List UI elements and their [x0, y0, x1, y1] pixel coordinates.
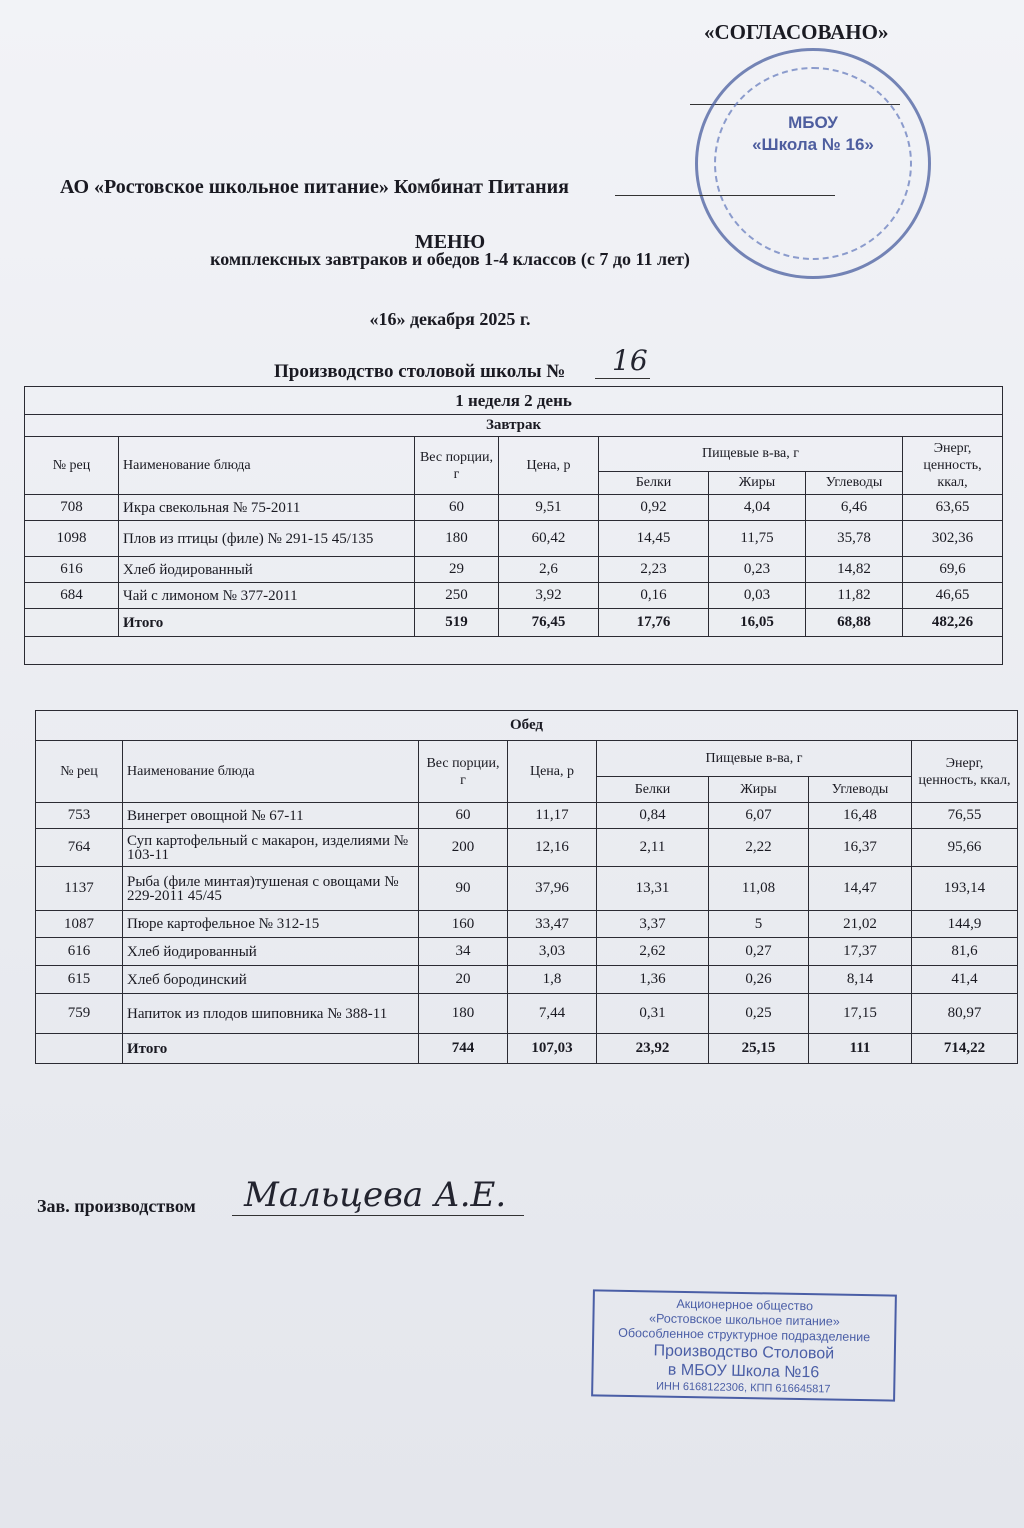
col-energy: Энерг, ценность, ккал, — [903, 437, 1003, 495]
table-row: 684 Чай с лимоном № 377-2011 250 3,92 0,16 0,03 11,82 46,65 — [25, 583, 1003, 609]
col-price: Цена, р — [499, 437, 599, 495]
production-number: 16 — [612, 344, 648, 377]
company-underline — [615, 195, 835, 196]
col-fat: Жиры — [709, 777, 809, 803]
breakfast-title: Завтрак — [25, 415, 1003, 437]
table-row: 616 Хлеб йодированный 34 3,03 2,62 0,27 17,37 81,6 — [36, 938, 1018, 966]
stamp-line: «Ростовское школьное питание» — [648, 1311, 840, 1329]
col-energy: Энерг, ценность, ккал, — [912, 741, 1018, 803]
col-price: Цена, р — [508, 741, 597, 803]
table-row: 616 Хлеб йодированный 29 2,6 2,23 0,23 14,82 69,6 — [25, 557, 1003, 583]
col-weight: Вес порции, г — [419, 741, 508, 803]
col-fat: Жиры — [709, 472, 806, 495]
col-nutrients: Пищевые в-ва, г — [597, 741, 912, 777]
total-row: Итого 519 76,45 17,76 16,05 68,88 482,26 — [25, 609, 1003, 637]
table-row: 764 Суп картофельный с макарон, изделиями № 103-11 200 12,16 2,11 2,22 16,37 95,66 — [36, 829, 1018, 867]
col-weight: Вес порции, г — [415, 437, 499, 495]
company-name: АО «Ростовское школьное питание» Комбинат Питания — [60, 176, 569, 198]
menu-subtitle: комплексных завтраков и обедов 1-4 классов (с 7 до 11 лет) — [210, 249, 690, 269]
col-carbs: Углеводы — [809, 777, 912, 803]
table-row: 753 Винегрет овощной № 67-11 60 11,17 0,84 6,07 16,48 76,55 — [36, 803, 1018, 829]
table-row: 1087 Пюре картофельное № 312-15 160 33,47 3,37 5 21,02 144,9 — [36, 911, 1018, 938]
stamp-line: Производство Столовой — [653, 1342, 835, 1363]
stamp-line: ИНН 6168122306, КПП 616645817 — [655, 1380, 831, 1396]
col-nutrients: Пищевые в-ва, г — [599, 437, 903, 472]
lunch-table — [35, 710, 1018, 1064]
rectangular-stamp — [591, 1289, 897, 1401]
col-protein: Белки — [597, 777, 709, 803]
table-row: 1098 Плов из птицы (филе) № 291-15 45/135 180 60,42 14,45 11,75 35,78 302,36 — [25, 521, 1003, 557]
table-row: 759 Напиток из плодов шиповника № 388-11 180 7,44 0,31 0,25 17,15 80,97 — [36, 994, 1018, 1034]
col-rec: № рец — [25, 437, 119, 495]
lunch-title: Обед — [36, 711, 1018, 741]
production-underline — [595, 378, 650, 379]
col-carbs: Углеводы — [806, 472, 903, 495]
round-stamp-text: МБОУ «Школа № 16» — [752, 113, 874, 154]
manager-signature-line — [232, 1215, 524, 1216]
breakfast-table — [24, 386, 1003, 665]
menu-title: МЕНЮ — [414, 231, 486, 253]
table-row: 708 Икра свекольная № 75-2011 60 9,51 0,92 4,04 6,46 63,65 — [25, 495, 1003, 521]
table-row: 615 Хлеб бородинский 20 1,8 1,36 0,26 8,14 41,4 — [36, 966, 1018, 994]
col-name: Наименование блюда — [123, 741, 419, 803]
spacer-row — [25, 637, 1003, 665]
stamp-line: Обособленное структурное подразделение — [618, 1325, 871, 1345]
approval-heading: «СОГЛАСОВАНО» — [704, 20, 889, 44]
manager-signature: Мальцева А.Е. — [244, 1175, 507, 1215]
total-row: Итого 744 107,03 23,92 25,15 111 714,22 — [36, 1034, 1018, 1064]
week-day-label: 1 неделя 2 день — [25, 387, 1003, 415]
manager-label: Зав. производством — [37, 1196, 196, 1216]
stamp-line: Акционерное общество — [676, 1296, 814, 1314]
col-name: Наименование блюда — [119, 437, 415, 495]
production-label: Производство столовой школы № — [274, 361, 566, 382]
menu-date: «16» декабря 2025 г. — [369, 309, 531, 329]
round-stamp — [695, 48, 931, 279]
col-rec: № рец — [36, 741, 123, 803]
stamp-line: в МБОУ Школа №16 — [667, 1361, 820, 1382]
table-row: 1137 Рыба (филе минтая)тушеная с овощами № 229-2011 45/45 90 37,96 13,31 11,08 14,47 193,14 — [36, 867, 1018, 911]
col-protein: Белки — [599, 472, 709, 495]
